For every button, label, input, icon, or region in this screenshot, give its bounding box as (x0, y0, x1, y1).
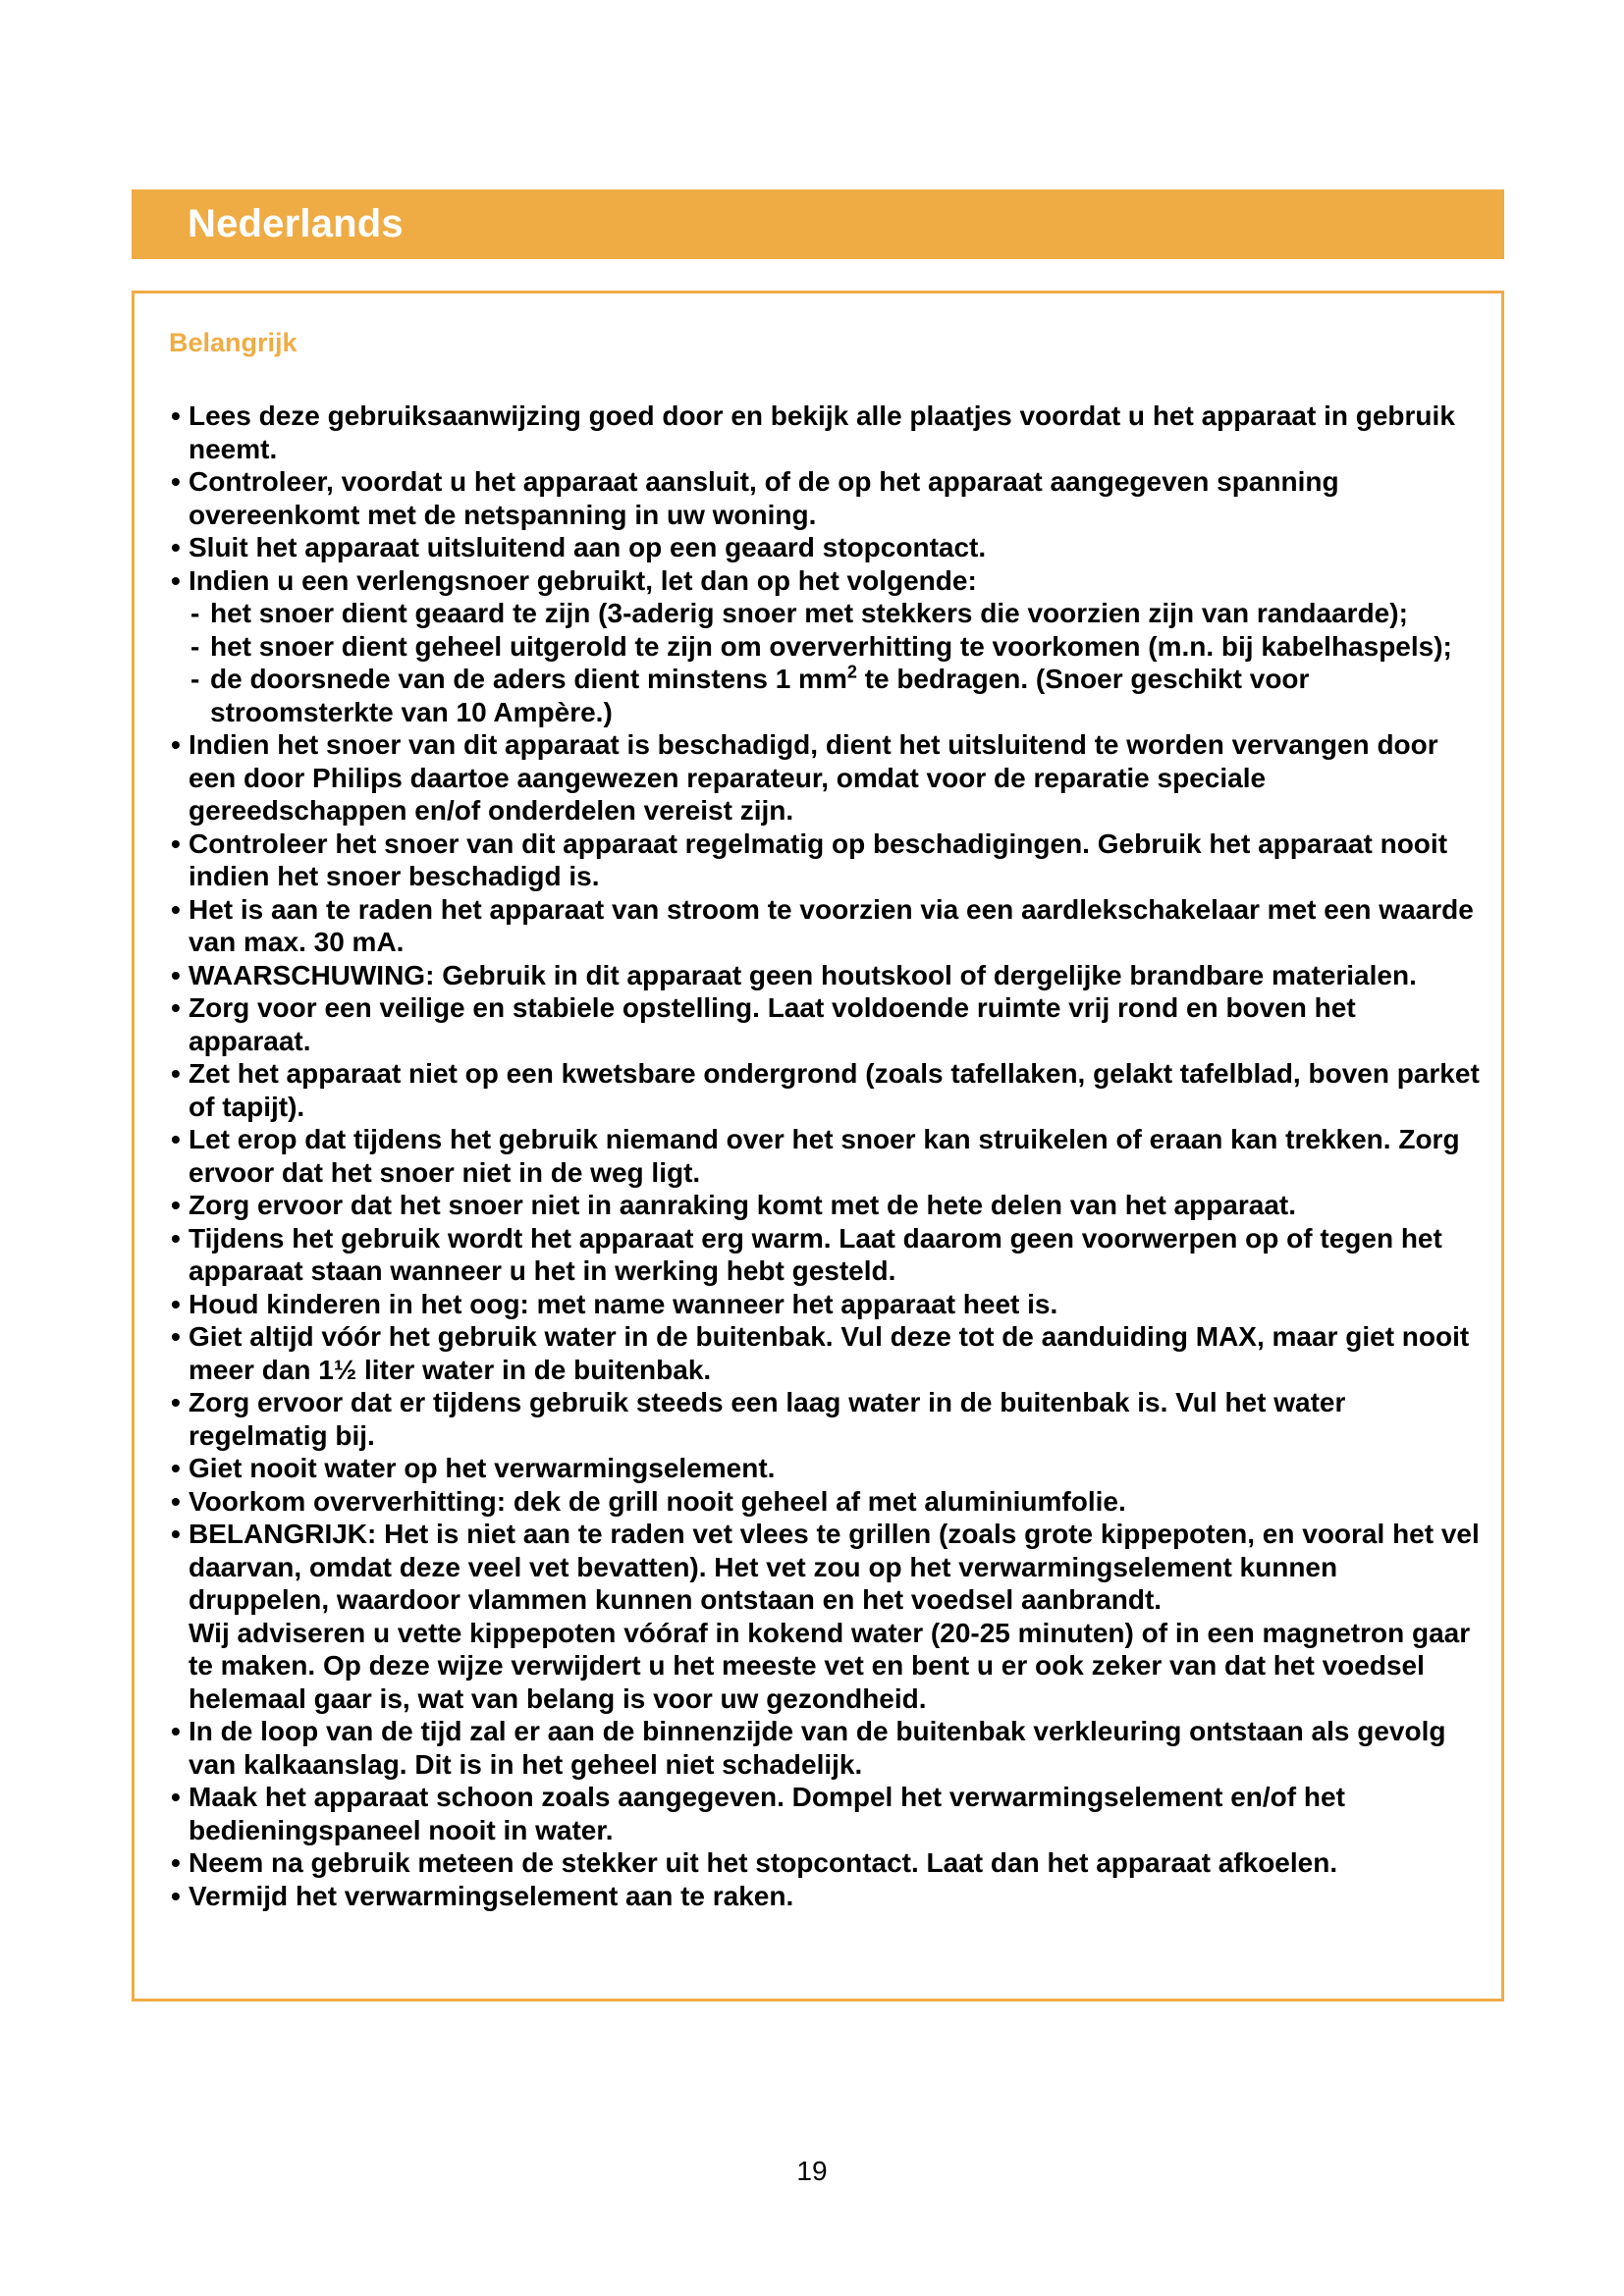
superscript: 2 (846, 662, 857, 682)
list-item: • Zorg ervoor dat het snoer niet in aanraking komt met de hete delen van het apparaat. (171, 1190, 1297, 1220)
list-item: • Sluit het apparaat uitsluitend aan op een geaard stopcontact. (171, 532, 987, 562)
list-item: • Indien het snoer van dit apparaat is beschadigd, dient het uitsluitend te worden vervangen door een door Philips daartoe aangewezen reparateur, omdat voor de reparatie speciale gereedschappen en/of onderdelen vereist zijn. (171, 729, 1438, 826)
list-item: • Indien u een verlengsnoer gebruikt, let dan op het volgende: - het snoer dient geaard te zijn (3-aderig snoer met stekkers die voorzien zijn van randaarde); - het snoer dient geheel uitgerold te zijn om oververhitting te voorkomen (m.n. bij kabelhaspels); - de doorsnede van de aders dient minstens 1 $mm^2$ te bedragen. (Snoer geschikt voor stroomsterkte van 10 Ampère.) (169, 564, 1482, 729)
bullet-icon: • (171, 1847, 181, 1878)
list-item: • WAARSCHUWING: Gebruik in dit apparaat geen houtskool of dergelijke brandbare materialen. (171, 959, 1417, 990)
bullet-icon: • (171, 564, 181, 596)
list-item: • Houd kinderen in het oog: met name wanneer het apparaat heet is. (171, 1288, 1058, 1319)
list-item: • Neem na gebruik meteen de stekker uit het stopcontact. Laat dan het apparaat afkoelen. (171, 1847, 1338, 1878)
safety-list (169, 400, 1482, 1912)
bullet-icon: • (171, 1387, 181, 1417)
list-item: • Tijdens het gebruik wordt het apparaat erg warm. Laat daarom geen voorwerpen op of tegen het apparaat staan wanneer u het in werking hebt gesteld. (171, 1222, 1442, 1286)
bullet-icon: • (171, 466, 181, 497)
list-item: • Het is aan te raden het apparaat van stroom te voorzien via een aardlekschakelaar met een waarde van max. 30 mA. (171, 893, 1474, 957)
important-notice-box (132, 291, 1504, 2002)
list-item: • Controleer, voordat u het apparaat aansluit, of de op het apparaat aangegeven spanning overeenkomt met de netspanning in uw woning. (171, 466, 1339, 530)
bullet-icon: • (171, 1519, 181, 1549)
dash-icon: - (190, 598, 200, 628)
bullet-icon: • (171, 1190, 181, 1220)
bullet-icon: • (171, 532, 181, 562)
list-item: • BELANGRIJK: Het is niet aan te raden vet vlees te grillen (zoals grote kippepoten, en vooral het vel daarvan, omdat deze veel vet bevatten). Het vet zou op het verwarmingselement kunnen druppelen, waardoor vlammen kunnen ontstaan en het voedsel aanbrandt. Wij adviseren u vette kippepoten vóóraf in kokend water (20-25 minuten) of in een magnetron gaar te maken. Op deze wijze verwijdert u het meeste vet en bent u er ook zeker van dat het voedsel helemaal gaar is, wat van belang is voor uw gezondheid. (171, 1519, 1480, 1714)
bullet-icon: • (171, 992, 181, 1023)
bullet-icon: • (171, 1058, 181, 1089)
list-item: • Voorkom oververhitting: dek de grill nooit geheel af met aluminiumfolie. (171, 1485, 1126, 1517)
list-item: • Giet altijd vóór het gebruik water in de buitenbak. Vul deze tot de aanduiding MAX, maar giet nooit meer dan 1½ liter water in de buitenbak. (171, 1321, 1470, 1385)
list-item: • Vermijd het verwarmingselement aan te raken. (171, 1880, 794, 1911)
bullet-icon: • (171, 1321, 181, 1352)
sub-list-item: - de doorsnede van de aders dient minstens 1 $mm^2$ te bedragen. (Snoer geschikt voor stroomsterkte van 10 Ampère.) (190, 662, 1310, 727)
bullet-icon: • (171, 1485, 181, 1517)
bullet-icon: • (171, 1453, 181, 1483)
language-title: Nederlands (188, 202, 404, 245)
bullet-icon: • (171, 1880, 181, 1911)
list-item: • Zet het apparaat niet op een kwetsbare ondergrond (zoals tafellaken, gelakt tafelblad, boven parket of tapijt). (171, 1058, 1480, 1122)
list-item: • Let erop dat tijdens het gebruik niemand over het snoer kan struikelen of eraan kan trekken. Zorg ervoor dat het snoer niet in de weg ligt. (171, 1124, 1460, 1188)
extension-cord-sublist (189, 597, 1482, 728)
bullet-icon: • (171, 1782, 181, 1812)
dash-icon: - (190, 664, 200, 694)
bullet-icon: • (171, 893, 181, 925)
bullet-icon: • (171, 1288, 181, 1319)
bullet-icon: • (171, 959, 181, 990)
list-item: • Zorg ervoor dat er tijdens gebruik steeds een laag water in de buitenbak is. Vul het water regelmatig bij. (171, 1387, 1346, 1451)
dash-icon: - (190, 630, 200, 662)
sub-list-item: - het snoer dient geheel uitgerold te zijn om oververhitting te voorkomen (m.n. bij kabelhaspels); (190, 630, 1452, 662)
list-item: • Zorg voor een veilige en stabiele opstelling. Laat voldoende ruimte vrij rond en boven het apparaat. (171, 992, 1356, 1056)
list-item: • Giet nooit water op het verwarmingselement. (171, 1453, 776, 1483)
bullet-icon: • (171, 1124, 181, 1154)
page-number: 19 (796, 2156, 828, 2186)
list-item: • Controleer het snoer van dit apparaat regelmatig op beschadigingen. Gebruik het apparaat nooit indien het snoer beschadigd is. (171, 828, 1448, 891)
bullet-icon: • (171, 1716, 181, 1746)
bullet-icon: • (171, 729, 181, 760)
list-item: • Lees deze gebruiksaanwijzing goed door en bekijk alle plaatjes voordat u het apparaat in gebruik neemt. (171, 400, 1455, 464)
bullet-icon: • (171, 1222, 181, 1254)
bullet-icon: • (171, 828, 181, 859)
list-item: • Maak het apparaat schoon zoals aangegeven. Dompel het verwarmingselement en/of het bedieningspaneel nooit in water. (171, 1782, 1345, 1845)
bullet-icon: • (171, 400, 181, 431)
list-item: • In de loop van de tijd zal er aan de binnenzijde van de buitenbak verkleuring ontstaan als gevolg van kalkaanslag. Dit is in het geheel niet schadelijk. (171, 1716, 1446, 1780)
sub-list-item: - het snoer dient geaard te zijn (3-aderig snoer met stekkers die voorzien zijn van randaarde); (190, 598, 1408, 628)
language-banner (132, 189, 1504, 259)
section-heading: Belangrijk (169, 328, 298, 357)
